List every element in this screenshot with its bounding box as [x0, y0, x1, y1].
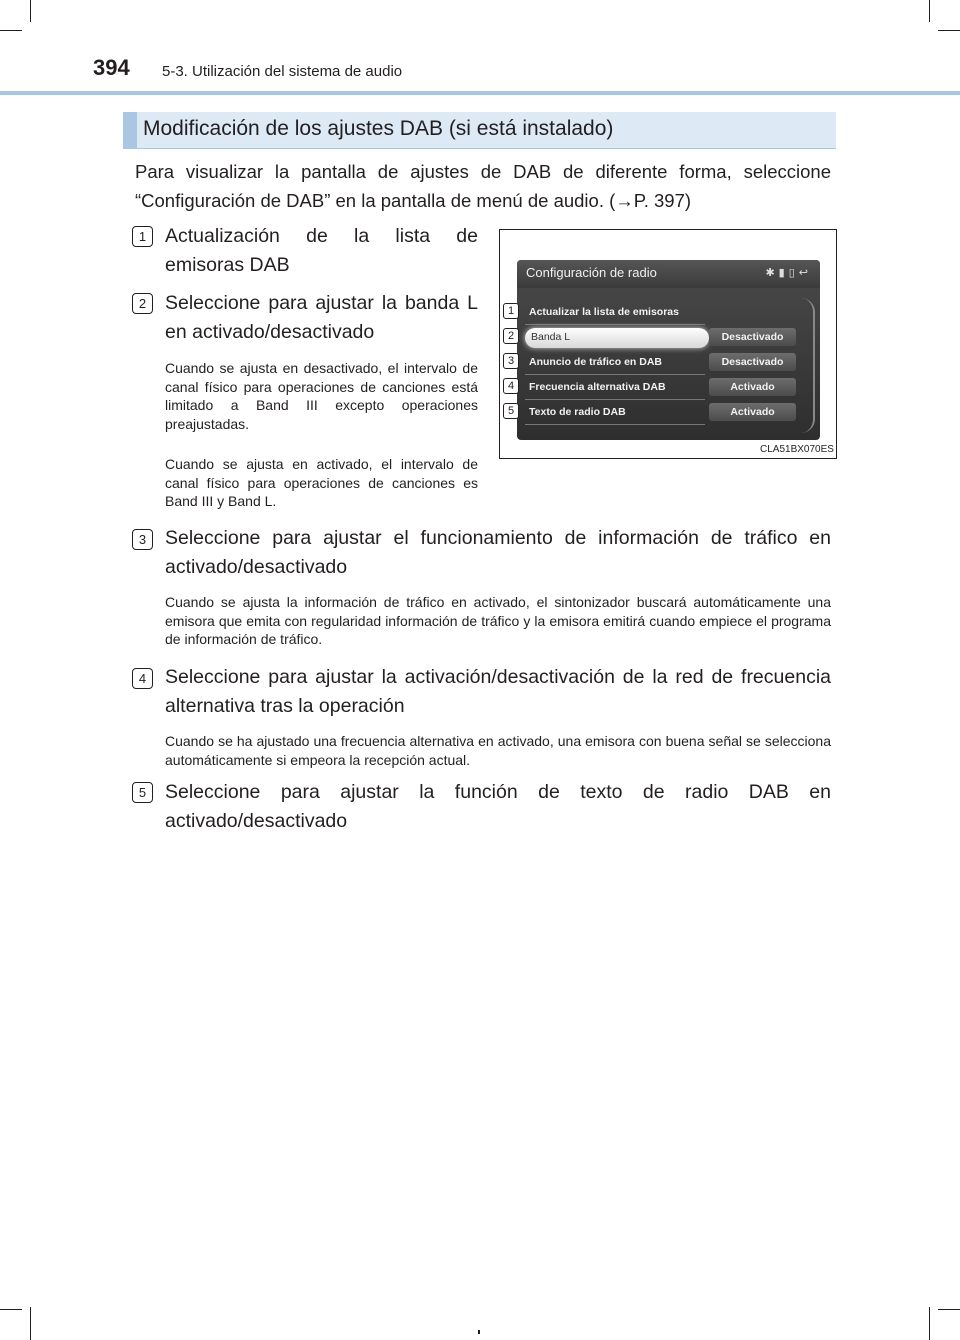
image-code: CLA51BX070ES	[760, 444, 834, 455]
footer-mark	[478, 1330, 480, 1334]
screen-row-divider	[525, 324, 705, 325]
status-icons	[765, 266, 812, 279]
crop-mark	[938, 30, 960, 31]
item-title: Seleccione para ajustar la función de texto de radio DAB en activado/desactivado	[165, 781, 831, 832]
screen-title: Configuración de radio	[526, 265, 657, 280]
crop-mark	[929, 1307, 930, 1340]
signal-icon: ▮	[778, 267, 789, 279]
back-icon: ↩	[798, 267, 812, 279]
intro-paragraph: Para visualizar la pantalla de ajustes de DAB de diferente forma, seleccione “Configuración de DAB” en la pantalla de menú de audio. (→P. 397)	[135, 161, 831, 211]
item-note: Cuando se ajusta en activado, el intervalo de canal físico para operaciones de canciones es Band III y Band L.	[165, 456, 478, 509]
crop-mark	[929, 0, 930, 22]
item-badge: 3	[132, 529, 153, 550]
screen-row-selected	[525, 328, 709, 348]
crop-mark	[0, 1309, 22, 1310]
screen-row-label: Actualizar la lista de emisoras	[529, 306, 679, 318]
screen-row-divider	[525, 374, 705, 375]
item-title: Seleccione para ajustar el funcionamiento de información de tráfico en activado/desactivado	[165, 527, 831, 578]
crop-mark	[30, 1307, 31, 1340]
header-rule	[0, 91, 960, 95]
crop-mark	[938, 1309, 960, 1310]
running-head: 5-3. Utilización del sistema de audio	[162, 63, 403, 80]
crop-mark	[0, 30, 22, 31]
screen-scroll-arc	[801, 298, 815, 433]
screen-callout: 2	[503, 328, 519, 344]
crop-mark	[30, 0, 31, 22]
screen-row-label: Anuncio de tráfico en DAB	[529, 356, 663, 368]
item-title: Seleccione para ajustar la activación/desactivación de la red de frecuencia alternativa tras la operación	[165, 666, 831, 717]
item-badge: 1	[132, 226, 153, 247]
screen-callout: 3	[503, 353, 519, 369]
battery-icon: ▯	[788, 267, 799, 279]
item-badge: 4	[132, 668, 153, 689]
page-number: 394	[93, 55, 130, 80]
item-note: Cuando se ha ajustado una frecuencia alternativa en activado, una emisora con buena señal se selecciona automáticamente si empeora la recepción actual.	[165, 733, 831, 768]
section-title: Modificación de los ajustes DAB (si está instalado)	[143, 117, 614, 140]
screen-callout: 1	[503, 303, 519, 319]
item-badge: 2	[132, 293, 153, 314]
screen-callout: 5	[503, 403, 519, 419]
screen-row-value: Desactivado	[709, 328, 796, 346]
screen-row-divider	[525, 399, 705, 400]
section-heading	[123, 112, 836, 148]
screen-row-label: Frecuencia alternativa DAB	[529, 381, 666, 393]
screen-header	[517, 260, 820, 288]
item-badge: 5	[132, 782, 153, 803]
screen-row-value: Activado	[709, 403, 796, 421]
screen-row-label: Banda L	[531, 331, 571, 343]
bluetooth-icon: ✱	[765, 267, 779, 279]
section-rule	[123, 148, 836, 149]
item-note: Cuando se ajusta en desactivado, el intervalo de canal físico para operaciones de canciones está limitado a Band III excepto operaciones preajustadas.	[165, 360, 478, 432]
screen-callout: 4	[503, 378, 519, 394]
item-title: Seleccione para ajustar la banda L en activado/desactivado	[165, 292, 478, 343]
radio-settings-screen	[517, 260, 820, 440]
screen-row-label: Texto de radio DAB	[529, 406, 626, 418]
item-note: Cuando se ajusta la información de tráfico en activado, el sintonizador buscará automáticamente una emisora que emita con regularidad información de tráfico y la emisora emitirá cuando empiece el programa de información de tráfico.	[165, 594, 831, 647]
item-title: Actualización de la lista de emisoras DAB	[165, 225, 478, 276]
screen-row-value: Desactivado	[709, 353, 796, 371]
screen-row-value: Activado	[709, 378, 796, 396]
screen-row-divider	[525, 424, 705, 425]
